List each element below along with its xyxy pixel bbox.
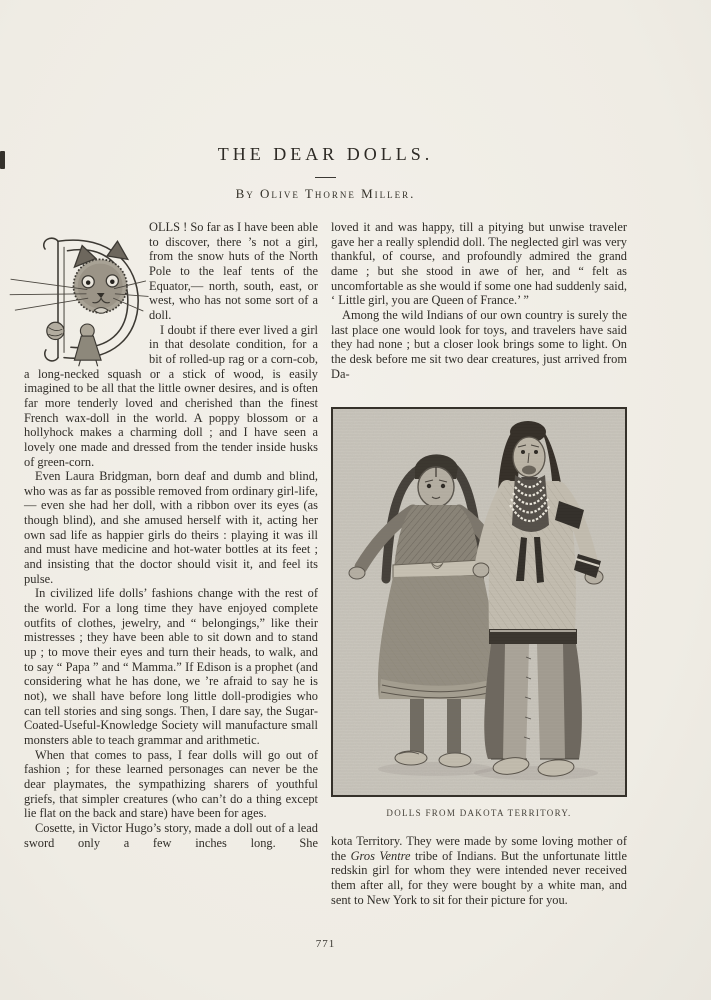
tribe-name-italic: Gros Ventre — [350, 848, 411, 863]
figure-caption: DOLLS FROM DAKOTA TERRITORY. — [386, 808, 572, 819]
paragraph-9-text-a: kota Territory. They were made by some loving mother of the — [331, 833, 627, 863]
paragraph-9-text-b: tribe of Indians. But the unfortunate little redskin girl for whom they were intended never received them after all, for they were bought by a white man, and sent to New York to sit for their picture for you. — [331, 848, 627, 907]
scan-edge-artifact — [0, 151, 5, 169]
dolls-engraving — [331, 407, 627, 797]
initial-cap-cat-illustration — [8, 220, 142, 366]
figure-dolls — [331, 407, 627, 821]
paragraph-7: loved it and was happy, till a pitying but unwise traveler gave her a really splendid doll. The neglected girl was very thankful, of course, and profoundly admired the grand dame ; but she stood in awe of her, and “ felt as uncomfortable as she would if some one had suddenly said, ‘ Little girl, you are Queen of France.’ ” — [331, 220, 627, 308]
title-rule — [24, 177, 627, 178]
paragraph-6: Cosette, in Victor Hugo’s story, made a doll out of a lead sword only a few inches long. She — [24, 820, 318, 850]
right-column — [331, 220, 627, 907]
paragraph-2: I doubt if there ever lived a girl in that desolate condition, for a bit of rolled-up rag or a corn-cob, a long-necked squash or a stick of wood, is easily imagined to be all that the little owner desires, and is often far more tenderly loved and cherished than the finest French wax-doll in the world. A poppy blossom or a hollyhock makes a charming doll ; and I have seen a lovely one made and dressed from the tender inside husks of green-corn. — [24, 322, 318, 469]
byline: By Olive Thorne Miller. — [235, 186, 416, 201]
paragraph-1 — [24, 220, 318, 323]
paragraph-4: In civilized life dolls’ fashions change with the rest of the world. For a long time they have enjoyed complete outfits of clothes, jewelry, and “ belongings,” like their mistresses ; they have been able to sit down and to stand up ; to move their eyes and turn their heads, to walk, and to say “ Papa ” and “ Mamma.” If Edison is a prophet (and considering what he has done, we ’re afraid to say he is not), we shall have before long little doll-prodigies who can tell stories and sing songs. Then, I dare say, the Sugar-Coated-Useful-Knowledge Society will manufacture small monsters able to teach grammar and arithmetic. — [24, 586, 318, 747]
article-body — [24, 220, 627, 907]
page-number: 771 — [315, 938, 336, 950]
paragraph-9 — [331, 834, 627, 907]
paragraph-1-text: OLLS ! So far as I have been able to discover, there ’s not a girl, from the snow huts of the North Pole to the leaf tents of the Equator,— north, south, east, or west, who has not some sort of a doll. — [149, 220, 318, 322]
paragraph-5: When that comes to pass, I fear dolls will go out of fashion ; for these learned personages can never be the dear playmates, the sympathizing sharers of youthful griefs, that simpler creatures (who can’t do a thing except lie flat on the back and stare) have been for ages. — [24, 747, 318, 821]
page-title: THE DEAR DOLLS. — [217, 144, 434, 164]
left-column — [24, 220, 318, 907]
paragraph-8: Among the wild Indians of our own country is surely the last place one would look for toys, and travelers have said they had none ; but a closer look brings some to light. On the desk before me sit two dear creatures, just arrived from Da- — [331, 307, 627, 381]
paragraph-3: Even Laura Bridgman, born deaf and dumb and blind, who was as far as possible removed from ordinary girl-life,— even she had her doll, with a ribbon over its eyes (as though blind), and she amused herself with it, acting her own sad life as happier girls do theirs : playing it was ill and must have medicine and hot-water bottles at its feet ; and insisting that the doctor should visit it, and feel its pulse. — [24, 469, 318, 586]
